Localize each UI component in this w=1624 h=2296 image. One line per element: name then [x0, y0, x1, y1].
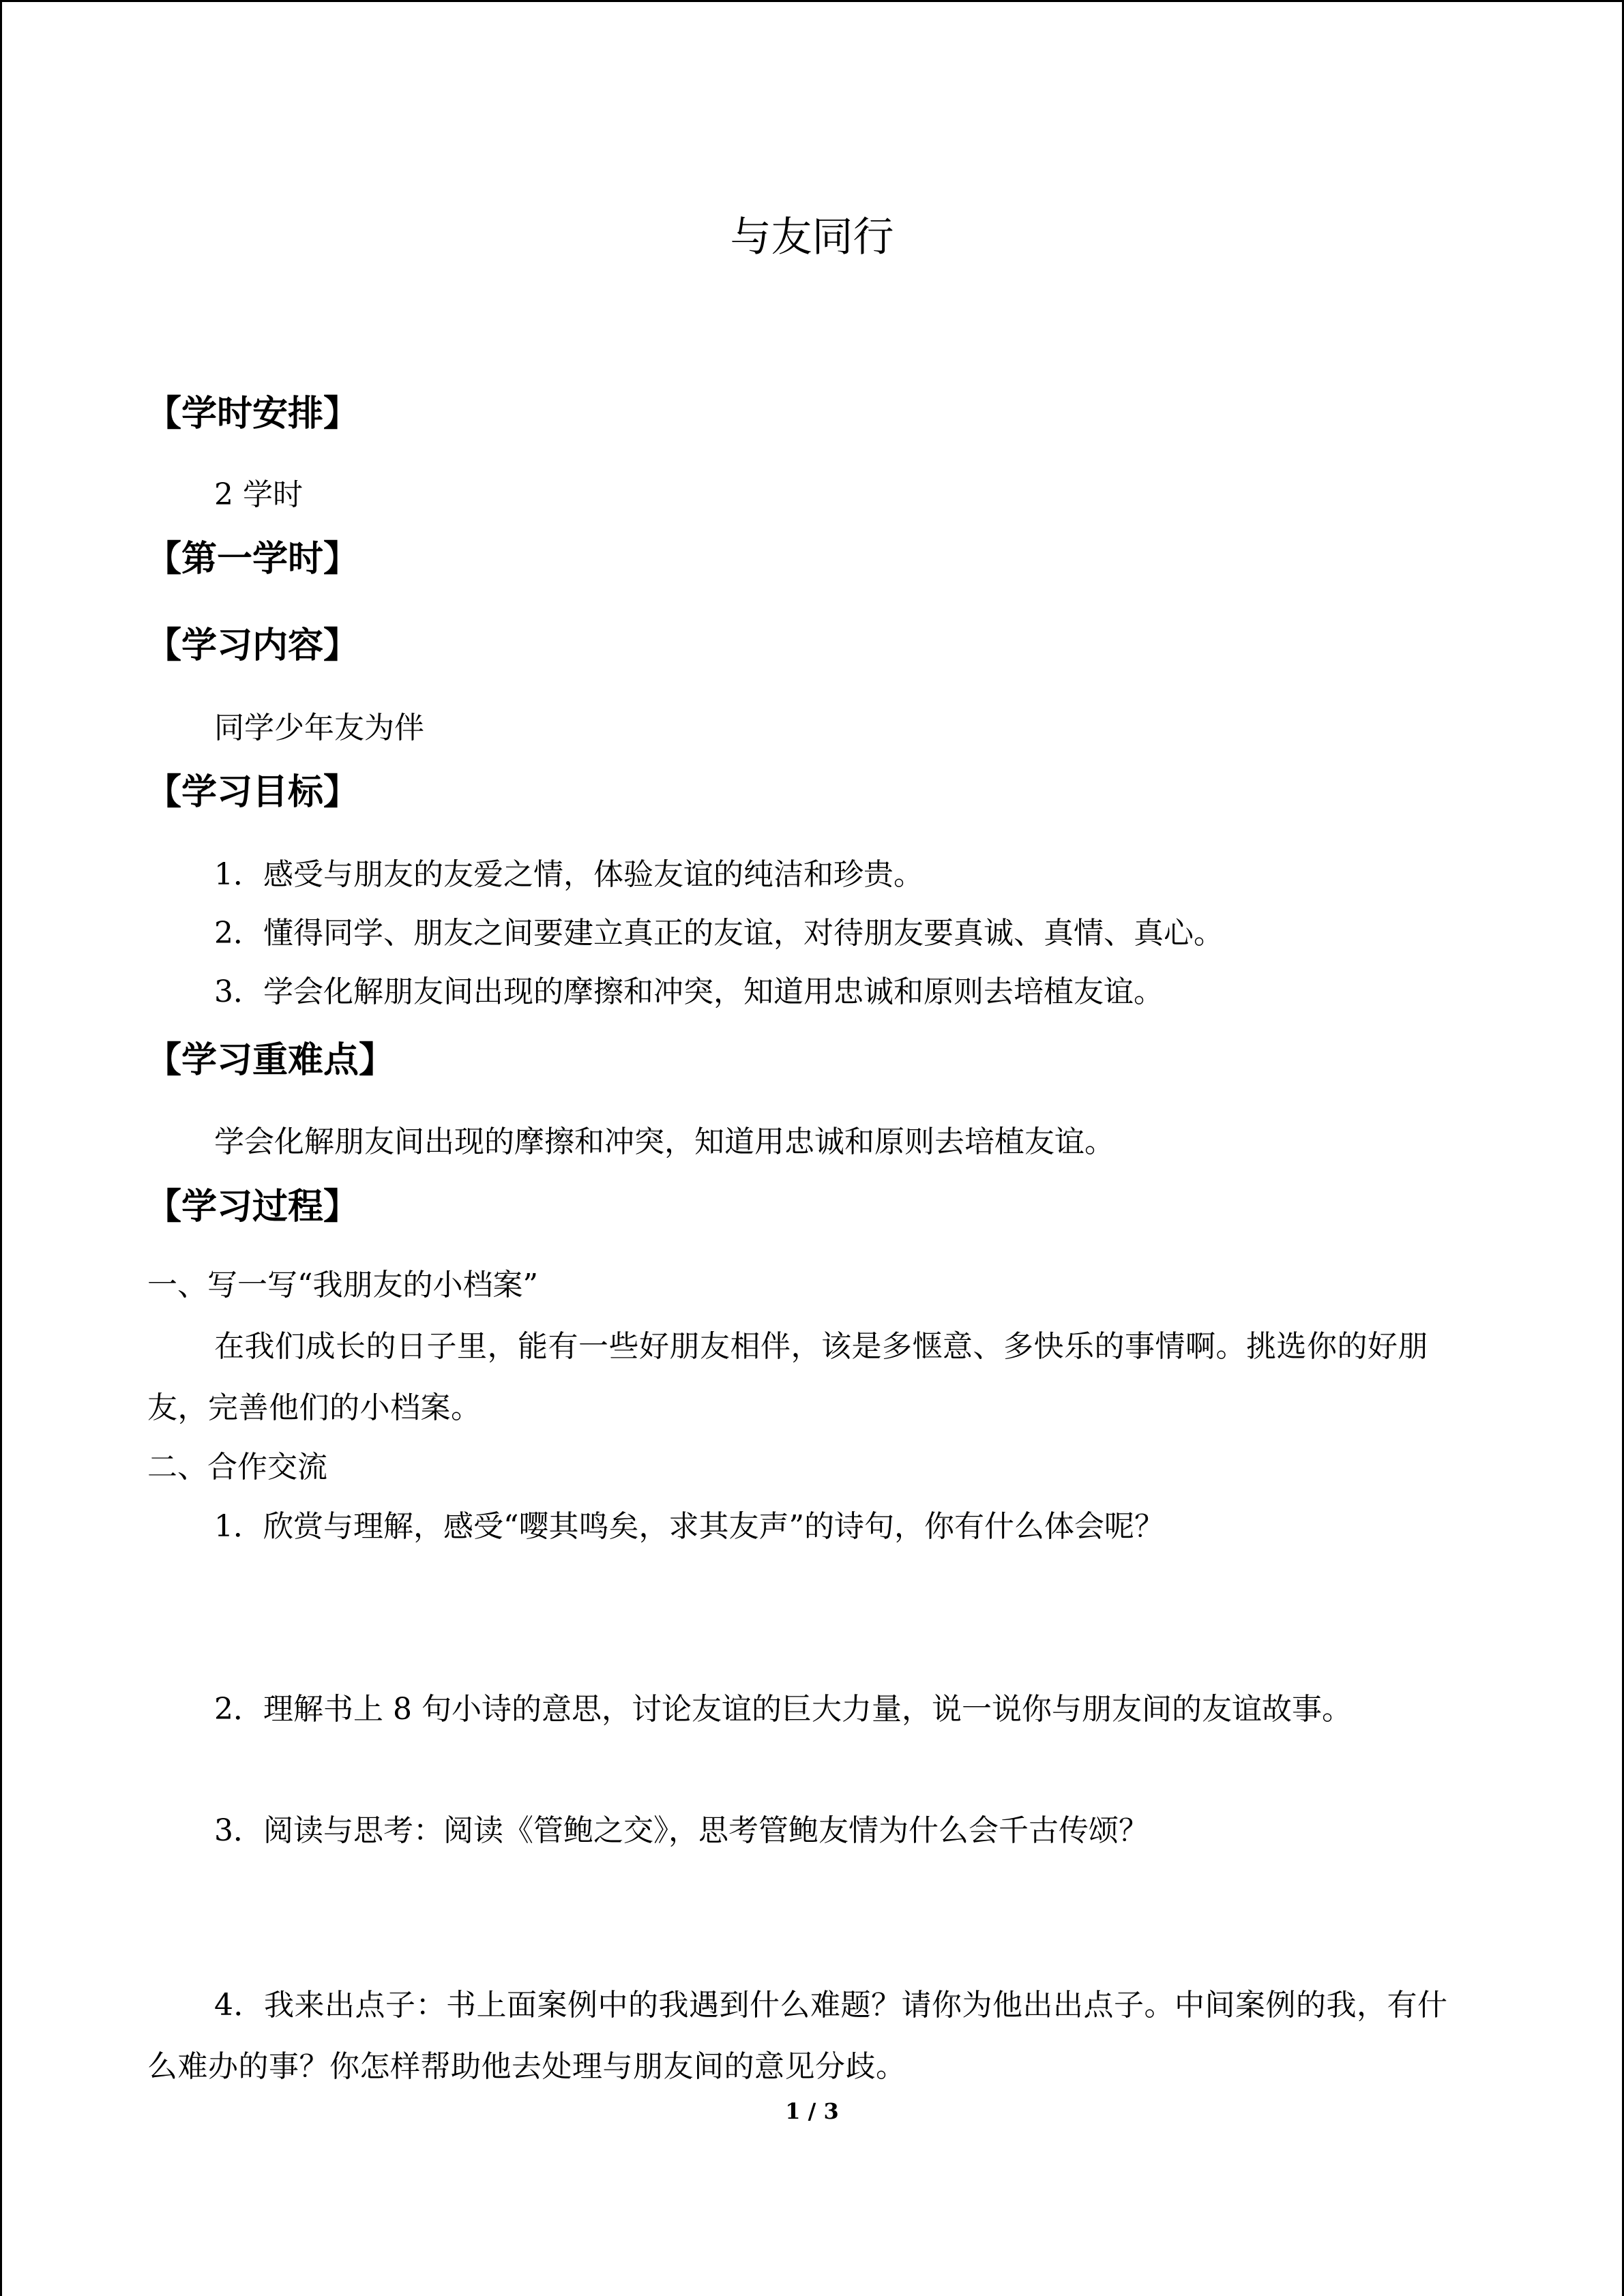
- goals-heading: 【学习目标】: [146, 772, 359, 813]
- goal-item: 3．学会化解朋友间出现的摩擦和冲突，知道用忠诚和原则去培植友谊。: [214, 974, 1164, 1009]
- schedule-value: 2 学时: [214, 477, 303, 512]
- step2-item: 4．我来出点子：书上面案例中的我遇到什么难题？请你为他出出点子。中间案例的我，有什么难办的事？你怎样帮助他去处理与朋友间的意见分歧。: [147, 1988, 1448, 2084]
- step1-title: 一、写一写“我朋友的小档案”: [147, 1268, 538, 1302]
- step2-item: 3．阅读与思考：阅读《管鲍之交》，思考管鲍友情为什么会千古传颂？: [214, 1813, 1149, 1848]
- step2-title: 二、合作交流: [147, 1450, 327, 1485]
- step1-text: 在我们成长的日子里，能有一些好朋友相伴，该是多惬意、多快乐的事情啊。挑选你的好朋友，完善他们的小档案。: [147, 1329, 1428, 1425]
- schedule-heading: 【学时安排】: [146, 393, 359, 434]
- page-border-left: [0, 0, 2, 2296]
- page-title: 与友同行: [730, 213, 894, 261]
- keypoints-heading: 【学习重难点】: [146, 1040, 395, 1081]
- content-heading: 【学习内容】: [146, 625, 359, 666]
- process-heading: 【学习过程】: [146, 1187, 359, 1227]
- page-number: 1 / 3: [785, 2098, 839, 2124]
- step2-item: 1．欣赏与理解，感受“嘤其鸣矣，求其友声”的诗句，你有什么体会呢？: [214, 1509, 1164, 1544]
- step2-item: 2．理解书上 8 句小诗的意思，讨论友谊的巨大力量，说一说你与朋友间的友谊故事。: [214, 1692, 1352, 1727]
- page-border-top: [0, 0, 1624, 2]
- goal-item: 1．感受与朋友的友爱之情，体验友谊的纯洁和珍贵。: [214, 857, 924, 892]
- goal-item: 2．懂得同学、朋友之间要建立真正的友谊，对待朋友要真诚、真情、真心。: [214, 916, 1224, 951]
- period-heading: 【第一学时】: [146, 539, 359, 580]
- keypoints-value: 学会化解朋友间出现的摩擦和冲突，知道用忠诚和原则去培植友谊。: [214, 1124, 1114, 1159]
- content-value: 同学少年友为伴: [214, 711, 424, 745]
